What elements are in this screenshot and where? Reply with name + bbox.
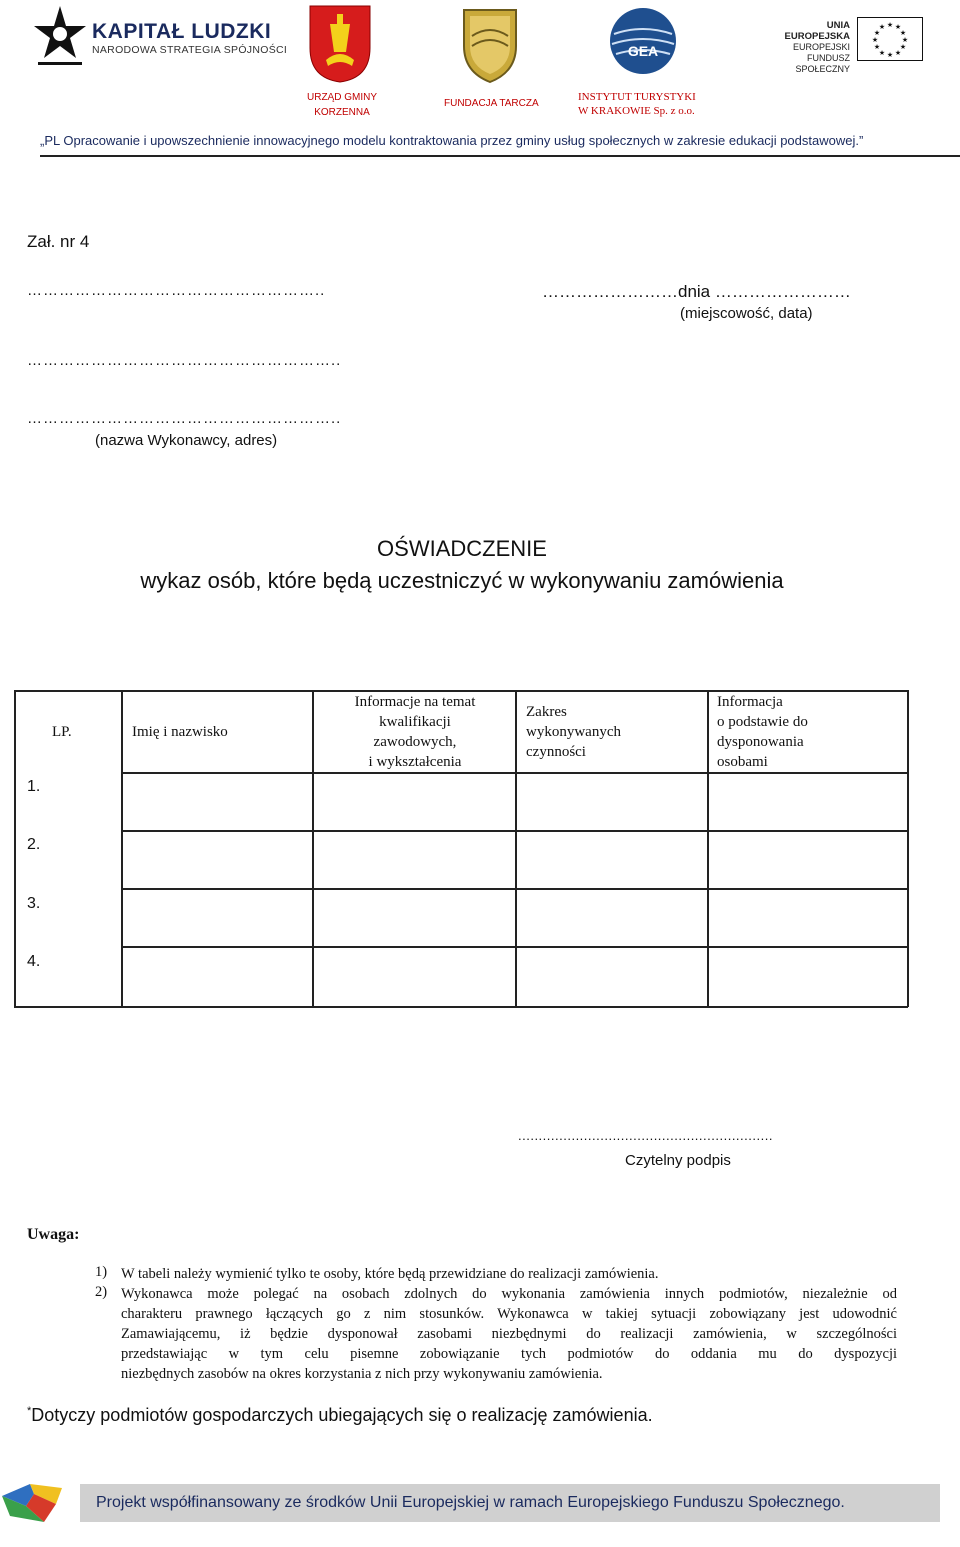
scope-line: czynności — [526, 744, 586, 760]
basis-line: o podstawie do — [717, 714, 808, 730]
urzad-gminy-label — [300, 90, 384, 120]
svg-text:★: ★ — [871, 36, 879, 44]
svg-text:★: ★ — [878, 23, 886, 31]
note-line: W tabeli należy wymienić tylko te osoby, które będą przewidziane do realizacji zamówienia. — [121, 1266, 659, 1282]
eu-line-2: EUROPEJSKI — [792, 42, 850, 52]
svg-text:★: ★ — [899, 43, 907, 51]
org3-line-2: W KRAKOWIE Sp. z o.o. — [578, 105, 695, 117]
footer-text: Projekt współfinansowany ze środków Unii Europejskiej w ramach Europejskiego Funduszu Społecznego. — [96, 1494, 845, 1511]
svg-text:★: ★ — [894, 23, 902, 31]
contractor-caption: (nazwa Wykonawcy, adres) — [95, 432, 278, 449]
signature-dots: .............................................................. — [518, 1128, 773, 1143]
table-line — [907, 690, 909, 1007]
eu-line-1: UNIA EUROPEJSKA — [784, 20, 850, 42]
column-header-scope — [526, 702, 696, 762]
puzzle-icon — [0, 1476, 70, 1532]
contractor-dots-1: ………………………………………………….. — [27, 352, 342, 369]
kapital-ludzki-star-icon — [30, 4, 90, 74]
korzenna-coat-of-arms — [308, 4, 372, 84]
note-number: 2) — [95, 1284, 108, 1300]
svg-text:★: ★ — [899, 29, 907, 37]
note-number: 1) — [95, 1264, 108, 1280]
basis-line: osobami — [717, 754, 768, 770]
header-divider — [40, 155, 960, 157]
scope-line: Zakres — [526, 704, 567, 720]
table-line — [121, 888, 908, 890]
document-subtitle: wykaz osób, które będą uczestniczyć w wykonywaniu zamówienia — [140, 568, 784, 593]
table-line — [121, 830, 908, 832]
project-title: „PL Opracowanie i upowszechnienie innowacyjnego modelu kontraktowania przez gminy usług społecznych w zakresie edukacji podstawowej.” — [40, 133, 864, 148]
basis-line: dysponowania — [717, 734, 804, 750]
svg-text:★: ★ — [873, 29, 881, 37]
note-line: Zamawiającemu, iż będzie dysponował zasobami niezbędnymi do realizacji zamówienia, w szczególności — [121, 1326, 897, 1342]
svg-text:★: ★ — [901, 36, 909, 44]
qual-line: Informacje na temat — [354, 694, 476, 710]
row-number: 4. — [27, 953, 41, 970]
puzzle-logo — [0, 1476, 70, 1532]
org1-line-1: URZĄD GMINY — [307, 92, 377, 103]
tarcza-shield-logo — [460, 6, 520, 84]
fundacja-tarcza-label: FUNDACJA TARCZA — [444, 98, 539, 109]
basis-line: Informacja — [717, 694, 783, 710]
qual-line: zawodowych, — [373, 734, 457, 750]
note-text — [121, 1284, 897, 1384]
instytut-turystyki-label — [578, 90, 696, 118]
eu-flag — [857, 17, 923, 61]
table-line — [121, 690, 123, 1007]
row-number: 1. — [27, 778, 41, 795]
eu-stars-icon — [857, 17, 923, 61]
footnote — [27, 1405, 653, 1426]
eu-line-3: FUNDUSZ SPOŁECZNY — [795, 53, 850, 74]
kapital-ludzki-subtitle: NARODOWA STRATEGIA SPÓJNOŚCI — [92, 44, 288, 56]
table-line — [14, 690, 122, 692]
row-number: 3. — [27, 895, 41, 912]
place-dots: ……………………………………………….. — [27, 282, 326, 299]
kapital-ludzki-title: KAPITAŁ LUDZKI — [92, 20, 272, 43]
eu-fund-label — [760, 20, 850, 75]
table-line — [14, 690, 16, 1007]
place-date-caption: (miejscowość, data) — [680, 305, 813, 322]
signature-caption: Czytelny podpis — [625, 1152, 731, 1169]
column-header-name: Imię i nazwisko — [132, 724, 228, 740]
footnote-mark: * — [27, 1405, 32, 1417]
note-text — [121, 1264, 897, 1284]
svg-text:★: ★ — [894, 49, 902, 57]
note-line: przedstawiając w tym celu pisemne zobowiązanie tych podmiotów do oddania mu do dyspozycji — [121, 1346, 897, 1362]
date-dots: ……………………dnia …………………… — [542, 282, 851, 301]
column-header-basis — [717, 692, 902, 772]
gea-label: GEA — [627, 43, 659, 59]
column-header-qualifications — [330, 692, 500, 772]
table-line — [121, 946, 908, 948]
attachment-number: Zał. nr 4 — [27, 232, 90, 251]
row-number: 2. — [27, 836, 41, 853]
contractor-dots-2: ………………………………………………….. — [27, 410, 342, 427]
column-header-lp: LP. — [52, 724, 72, 740]
table-line — [312, 690, 314, 1007]
notes-label: Uwaga: — [27, 1226, 80, 1243]
note-line: niezbędnych zasobów na okres korzystania z nich przy wykonywaniu zamówienia. — [121, 1366, 603, 1382]
globe-icon — [608, 6, 678, 76]
table-line — [515, 690, 517, 1007]
scope-line: wykonywanych — [526, 724, 621, 740]
svg-text:★: ★ — [873, 43, 881, 51]
table-line — [121, 772, 908, 774]
svg-text:★: ★ — [878, 49, 886, 57]
document-title: OŚWIADCZENIE — [377, 536, 547, 561]
gea-logo — [608, 6, 678, 76]
org1-line-2: KORZENNA — [314, 107, 370, 118]
svg-text:★: ★ — [886, 21, 894, 29]
qual-line: i wykształcenia — [368, 754, 462, 770]
svg-text:★: ★ — [886, 51, 894, 59]
note-line: Wykonawca może polegać na osobach zdolnych do wykonania zamówienia innych podmiotów, niezależnie od — [121, 1286, 897, 1302]
table-line — [14, 1006, 908, 1008]
coat-of-arms-icon — [308, 4, 372, 84]
org3-line-1: INSTYTUT TURYSTYKI — [578, 91, 696, 103]
qual-line: kwalifikacji — [379, 714, 451, 730]
table-line — [707, 690, 709, 1007]
note-line: charakteru prawnego łączących go z nim stosunków. Wykonawca w takiej sytuacji zobowiązany jest udowodnić — [121, 1306, 897, 1322]
footnote-text: Dotyczy podmiotów gospodarczych ubiegających się o realizację zamówienia. — [31, 1405, 653, 1425]
shield-icon — [460, 6, 520, 84]
